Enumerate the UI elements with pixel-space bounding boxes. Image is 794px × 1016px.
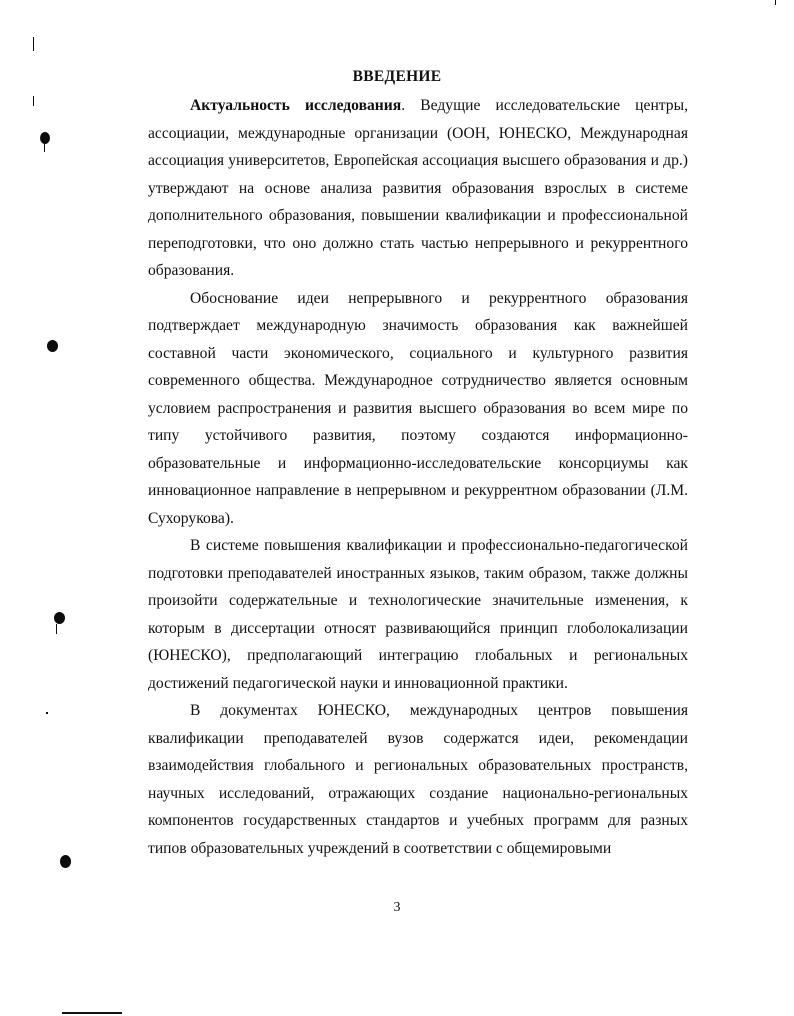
paragraph-lead: Актуальность исследования xyxy=(190,97,402,114)
paragraph-text: Обоснование идеи непрерывного и рекуррентного образования подтверждает международную значимость образования как важнейшей составной части экономического, социального и культурного развития современного общества. Международное сотрудничество является основным условием распространения и развития высшего образования во всем мире по типу устойчивого развития, поэтому создаются информационно-образовательные и информационно-исследовательские консорциумы как инновационное направление в непрерывном и рекуррентном образовании (Л.М. Сухорукова). xyxy=(148,289,688,527)
paragraph xyxy=(148,697,688,862)
paragraph-text: В системе повышения квалификации и профессионально-педагогической подготовки преподавателей иностранных языков, таким образом, также должны произойти содержательные и технологические значительные изменения, к которым в диссертации относят развивающийся принцип глоболокализации (ЮНЕСКО), предполагающий интеграцию глобальных и региональных достижений педагогической науки и инновационной практики. xyxy=(148,537,688,692)
scan-mark xyxy=(46,712,48,714)
page-number: 3 xyxy=(393,900,401,915)
paragraph xyxy=(148,285,688,533)
scan-mark xyxy=(62,1012,122,1014)
paragraph-text: В документах ЮНЕСКО, международных центров повышения квалификации преподавателей вузов содержатся идеи, рекомендации взаимодействия глобального и региональных образовательных пространств, научных исследований, отражающих создание национально-региональных компонентов государственных стандартов и учебных программ для разных типов образовательных учреждений в соответствии с общемировыми xyxy=(148,702,688,857)
body-text xyxy=(148,92,688,862)
scan-mark xyxy=(33,37,34,51)
paragraph xyxy=(148,92,688,285)
scan-mark xyxy=(56,624,57,634)
scan-mark xyxy=(775,0,776,5)
punch-hole-mark xyxy=(40,132,50,144)
scan-mark xyxy=(33,96,34,106)
scan-mark xyxy=(44,142,45,152)
punch-hole-mark xyxy=(47,340,58,352)
punch-hole-mark xyxy=(54,612,65,624)
paragraph xyxy=(148,532,688,697)
punch-hole-mark xyxy=(60,855,71,868)
paragraph-text: . Ведущие исследовательские центры, ассоциации, международные организации (ООН, ЮНЕСКО, Международная ассоциация университетов, Европейская ассоциация высшего образования и др.) утверждают на основе анализа развития образования взрослых в системе дополнительного образования, повышении квалификации и профессиональной переподготовки, что оно должно стать частью непрерывного и рекуррентного образования. xyxy=(148,97,688,279)
page-title: ВВЕДЕНИЕ xyxy=(352,68,442,85)
